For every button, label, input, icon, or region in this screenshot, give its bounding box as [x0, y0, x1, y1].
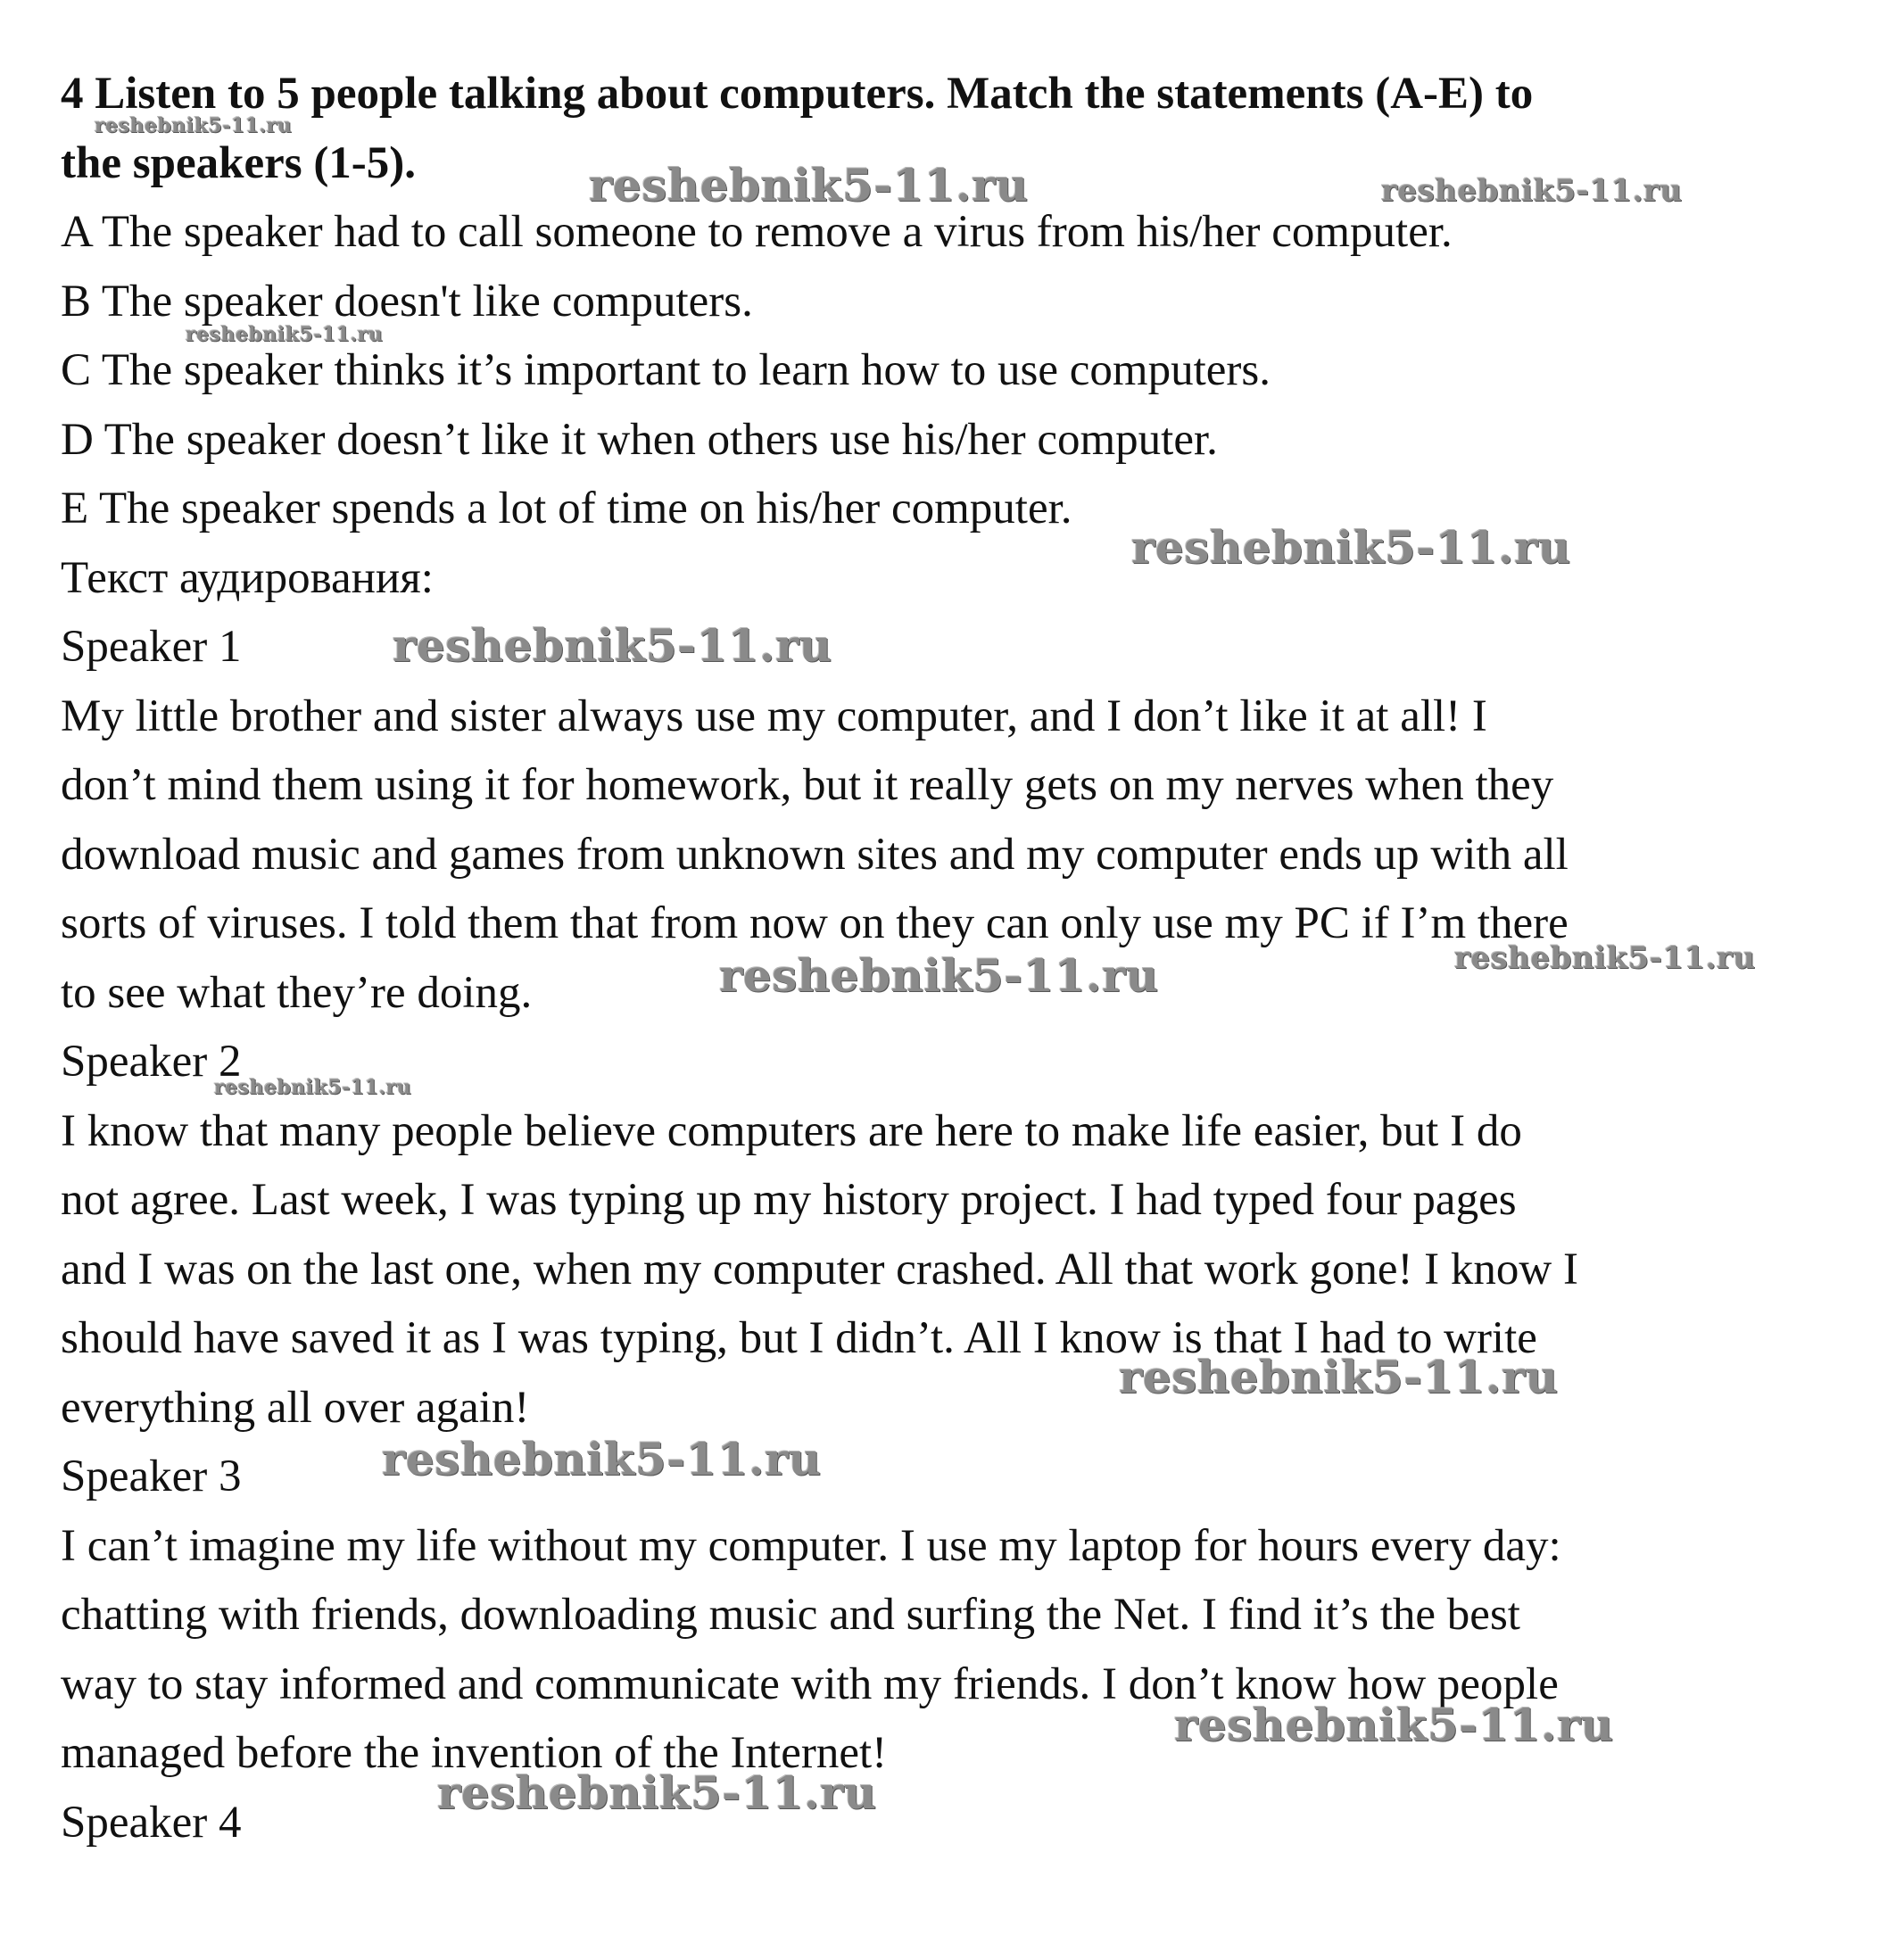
speaker-1-text-line: sorts of viruses. I told them that from now on they can only use my PC if I’m there	[61, 898, 1569, 948]
task-title-line-2: the speakers (1-5).	[61, 138, 417, 188]
watermark: reshebnik5-11.ru	[1381, 173, 1683, 209]
speaker-1-text-line: don’t mind them using it for homework, but it really gets on my nerves when they	[61, 760, 1554, 810]
watermark: reshebnik5-11.ru	[1131, 521, 1571, 574]
speaker-3-text-line: chatting with friends, downloading music and surfing the Net. I find it’s the best	[61, 1590, 1520, 1640]
speaker-2-label: Speaker 2	[61, 1037, 242, 1087]
speaker-2-text-line: not agree. Last week, I was typing up my history project. I had typed four pages	[61, 1175, 1517, 1225]
statement-d: D The speaker doesn’t like it when others use his/her computer.	[61, 414, 1218, 465]
watermark: reshebnik5-11.ru	[437, 1766, 877, 1819]
statement-e: E The speaker spends a lot of time on his/her computer.	[61, 484, 1072, 533]
watermark: reshebnik5-11.ru	[214, 1076, 412, 1099]
speaker-1-text-line: download music and games from unknown sites and my computer ends up with all	[61, 829, 1569, 880]
speaker-2-text-line: I know that many people believe computers are here to make life easier, but I do	[61, 1105, 1522, 1156]
speaker-1-text-line: My little brother and sister always use my computer, and I don’t like it at all! I	[61, 691, 1487, 741]
watermark: reshebnik5-11.ru	[95, 114, 293, 137]
speaker-3-text-line: I can’t imagine my life without my computer. I use my laptop for hours every day:	[61, 1520, 1561, 1571]
watermark: reshebnik5-11.ru	[1454, 940, 1756, 976]
speaker-2-text-line: and I was on the last one, when my computer crashed. All that work gone! I know I	[61, 1244, 1578, 1294]
statement-b: B The speaker doesn't like computers.	[61, 276, 753, 327]
task-title-line-1: 4 Listen to 5 people talking about computers. Match the statements (A-E) to	[61, 69, 1534, 119]
speaker-3-label: Speaker 3	[61, 1451, 242, 1501]
speaker-1-text-line: to see what they’re doing.	[61, 967, 533, 1018]
statement-c: C The speaker thinks it’s important to learn how to use computers.	[61, 345, 1271, 395]
speaker-3-text-line: way to stay informed and communicate with my friends. I don’t know how people	[61, 1658, 1559, 1709]
statement-a: A The speaker had to call someone to remove a virus from his/her computer.	[61, 207, 1453, 257]
speaker-3-text-line: managed before the invention of the Internet!	[61, 1728, 888, 1778]
transcript-heading: Текст аудирования:	[61, 552, 434, 603]
watermark: reshebnik5-11.ru	[1174, 1699, 1614, 1751]
watermark: reshebnik5-11.ru	[393, 619, 832, 672]
speaker-2-text-line: everything all over again!	[61, 1382, 530, 1433]
speaker-2-text-line: should have saved it as I was typing, but I didn’t. All I know is that I had to write	[61, 1313, 1537, 1363]
watermark: reshebnik5-11.ru	[382, 1433, 822, 1485]
speaker-4-label: Speaker 4	[61, 1797, 242, 1848]
watermark: reshebnik5-11.ru	[1119, 1351, 1559, 1403]
watermark: reshebnik5-11.ru	[589, 159, 1029, 211]
watermark: reshebnik5-11.ru	[719, 949, 1159, 1002]
watermark: reshebnik5-11.ru	[186, 323, 384, 346]
speaker-1-label: Speaker 1	[61, 622, 242, 672]
